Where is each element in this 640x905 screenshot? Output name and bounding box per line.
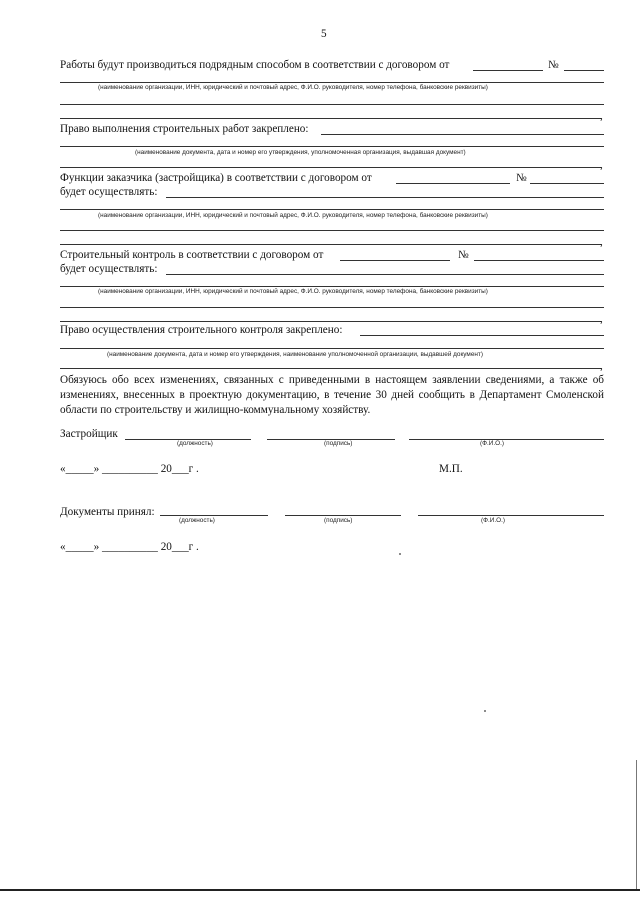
customer-performer-text: будет осуществлять: xyxy=(60,186,158,198)
control-performer-text: будет осуществлять: xyxy=(60,263,158,275)
line-end-comma: , xyxy=(600,159,603,171)
control-contract-number-line xyxy=(474,260,604,261)
customer-contract-date-line xyxy=(396,183,510,184)
control-contract-date-line xyxy=(340,260,450,261)
control-right-line-2 xyxy=(60,348,604,349)
construction-right-text: Право выполнения строительных работ закреплено: xyxy=(60,123,309,135)
page-number: 5 xyxy=(321,28,327,40)
control-right-line-3 xyxy=(60,368,601,369)
scan-speck xyxy=(399,553,401,555)
control-right-text: Право осуществления строительного контроля закреплено: xyxy=(60,324,343,336)
contract-number-sign: № xyxy=(548,59,559,71)
contractor-caption: (наименование организации, ИНН, юридический и почтовый адрес, Ф.И.О. руководителя, номер телефона, банковские реквизиты) xyxy=(98,84,488,91)
line-end-comma: , xyxy=(600,313,603,325)
position-caption: (должность) xyxy=(179,517,215,524)
receiver-signature-line xyxy=(285,515,401,516)
scan-edge-line xyxy=(636,760,637,890)
contractor-line-2 xyxy=(60,104,604,105)
signature-caption: (подпись) xyxy=(324,517,353,524)
receiver-date: «_____» __________ 20___г . xyxy=(60,541,199,553)
contract-date-line xyxy=(473,70,543,71)
developer-date: «_____» __________ 20___г . xyxy=(60,463,199,475)
construction-right-line-3 xyxy=(60,167,601,168)
customer-performer-line-2 xyxy=(60,209,604,210)
line-end-comma: , xyxy=(600,110,603,122)
receiver-position-line xyxy=(160,515,268,516)
developer-name-line xyxy=(409,439,604,440)
line-end-comma: , xyxy=(600,360,603,372)
signature-caption: (подпись) xyxy=(324,440,353,447)
developer-label: Застройщик xyxy=(60,428,118,440)
customer-contract-number-sign: № xyxy=(516,172,527,184)
position-caption: (должность) xyxy=(177,440,213,447)
control-right-caption: (наименование документа, дата и номер его утверждения, наименование уполномоченной организации, выдавшей документ) xyxy=(107,351,483,358)
name-caption: (Ф.И.О.) xyxy=(480,440,505,447)
customer-contract-number-line xyxy=(530,183,604,184)
customer-functions-text: Функции заказчика (застройщика) в соответствии с договором от xyxy=(60,172,372,184)
control-contract-number-sign: № xyxy=(458,249,469,261)
construction-control-text: Строительный контроль в соответствии с договором от xyxy=(60,249,324,261)
control-performer-line-2 xyxy=(60,286,604,287)
stamp-place: М.П. xyxy=(439,463,463,475)
line-end-comma: , xyxy=(600,236,603,248)
customer-performer-caption: (наименование организации, ИНН, юридический и почтовый адрес, Ф.И.О. руководителя, номер телефона, банковские реквизиты) xyxy=(98,212,488,219)
contractor-line-3 xyxy=(60,118,601,119)
scan-speck xyxy=(484,710,486,712)
scan-bottom-edge xyxy=(0,889,640,891)
contract-number-line xyxy=(564,70,604,71)
customer-performer-line-4 xyxy=(60,244,601,245)
construction-right-caption: (наименование документа, дата и номер его утверждения, уполномоченная организация, выдавшая документ) xyxy=(135,149,466,156)
contract-work-text: Работы будут производиться подрядным способом в соответствии с договором от xyxy=(60,59,450,71)
customer-performer-line-3 xyxy=(60,230,604,231)
customer-performer-line-1 xyxy=(166,197,604,198)
construction-right-line-2 xyxy=(60,146,604,147)
control-right-line-1 xyxy=(360,335,604,336)
obligation-paragraph: Обязуюсь обо всех изменениях, связанных с приведенными в настоящем заявлении сведениями, а также об изменениях, внесенных в проектную документацию, в течение 30 дней сообщить в Департамент Смоленской области по строительству и жилищно-коммунальному хозяйству. xyxy=(60,374,604,416)
control-performer-line-1 xyxy=(166,274,604,275)
control-performer-line-4 xyxy=(60,321,601,322)
receiver-name-line xyxy=(418,515,604,516)
contractor-line-1 xyxy=(60,82,604,83)
control-performer-line-3 xyxy=(60,307,604,308)
documents-accepted-label: Документы принял: xyxy=(60,506,155,518)
control-performer-caption: (наименование организации, ИНН, юридический и почтовый адрес, Ф.И.О. руководителя, номер телефона, банковские реквизиты) xyxy=(98,288,488,295)
construction-right-line-1 xyxy=(321,134,604,135)
name-caption: (Ф.И.О.) xyxy=(481,517,506,524)
